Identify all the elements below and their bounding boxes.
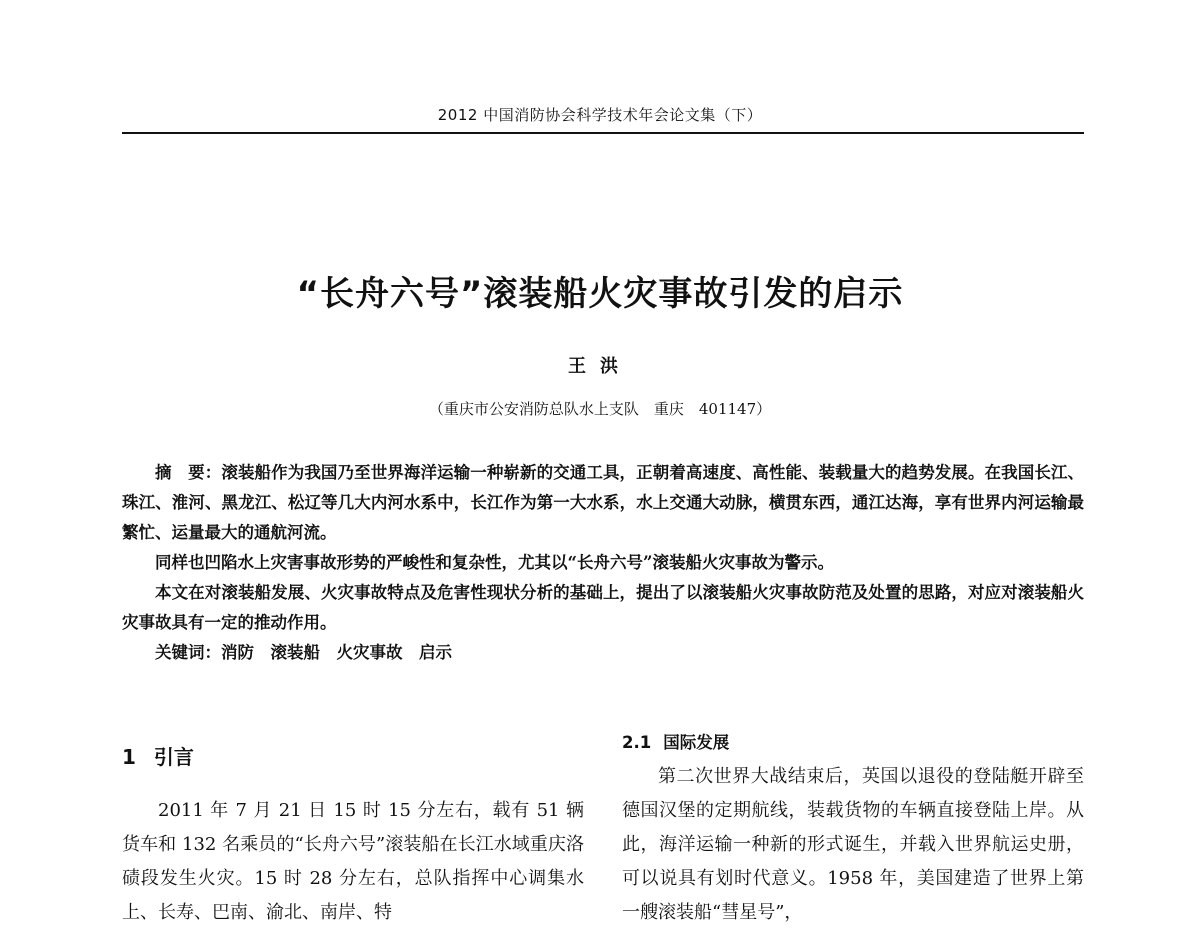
keywords-label: 关键词： [155, 643, 221, 662]
section-2-1-heading [622, 730, 1084, 756]
abstract [122, 458, 1084, 668]
abstract-paragraph-3: 本文在对滚装船发展、火灾事故特点及危害性现状分析的基础上，提出了以滚装船火灾事故防范及处置的思路，对应对滚装船火灾事故具有一定的推动作用。 [122, 583, 1084, 632]
section-1-heading [122, 740, 584, 774]
section-2-1-title: 国际发展 [663, 733, 730, 752]
section-1-paragraph: 2011 年 7 月 21 日 15 时 15 分左右，载有 51 辆货车和 132 名乘员的“长舟六号”滚装船在长江水域重庆洛碛段发生火灾。15 时 28 分左右，总队指挥中心调集水上、长寿、巴南、渝北、南岸、特 [122, 800, 584, 923]
keywords: 消防 滚装船 火灾事故 启示 [221, 643, 452, 662]
author-affiliation: （重庆市公安消防总队水上支队 重庆 401147） [428, 400, 772, 418]
abstract-paragraph-2: 同样也凹陷水上灾害事故形势的严峻性和复杂性，尤其以“长舟六号”滚装船火灾事故为警示。 [155, 553, 834, 572]
section-2-1-paragraph: 第二次世界大战结束后，英国以退役的登陆艇开辟至德国汉堡的定期航线，装载货物的车辆直接登陆上岸。从此，海洋运输一种新的形式诞生，并载入世界航运史册，可以说具有划时代意义。1958 年，美国建造了世界上第一艘滚装船“彗星号”， [622, 766, 1084, 923]
right-column [622, 730, 1084, 930]
abstract-text-1: 滚装船作为我国乃至世界海洋运输一种崭新的交通工具，正朝着高速度、高性能、装载量大的趋势发展。在我国长江、珠江、淮河、黑龙江、松辽等几大内河水系中，长江作为第一大水系，水上交通大动脉，横贯东西，通江达海，享有世界内河运输最繁忙、运量最大的通航河流。 [122, 463, 1085, 542]
section-2-1-number: 2.1 [622, 733, 652, 752]
header-rule [122, 132, 1084, 134]
section-1-number: 1 [122, 745, 136, 769]
article-title: “长舟六号”滚装船火灾事故引发的启示 [296, 274, 904, 314]
running-header: 2012 中国消防协会科学技术年会论文集（下） [437, 106, 763, 124]
keywords-line [122, 638, 1084, 668]
abstract-paragraph-1 [122, 458, 1084, 548]
left-column [122, 740, 584, 930]
abstract-label: 摘 要： [155, 463, 222, 482]
author-name: 王洪 [568, 356, 632, 377]
section-1-title: 引言 [153, 745, 194, 769]
